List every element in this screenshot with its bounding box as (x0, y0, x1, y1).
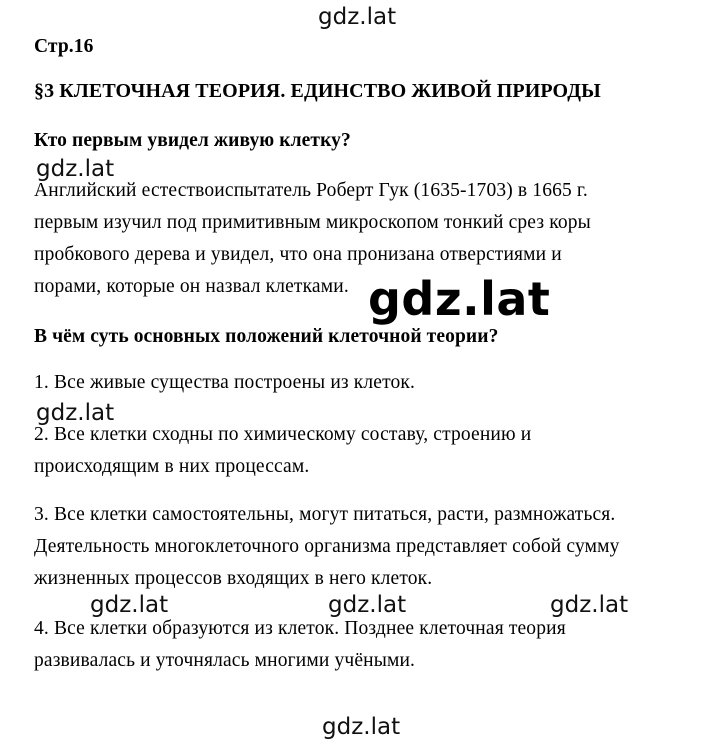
answer-1-line-4: порами, которые он назвал клетками. (34, 276, 349, 297)
point-4-line-1: 4. Все клетки образуются из клеток. Позднее клеточная теория (34, 618, 566, 639)
point-4-line-2: развивалась и уточнялась многими учёными. (34, 650, 416, 671)
question-2: В чём суть основных положений клеточной теории? (34, 326, 499, 347)
section-title: §3 КЛЕТОЧНАЯ ТЕОРИЯ. ЕДИНСТВО ЖИВОЙ ПРИРОДЫ (34, 80, 601, 102)
answer-1-line-2: первым изучил под примитивным микроскопом тонкий срез коры (34, 212, 591, 233)
point-2-line-2: происходящим в них процессам. (34, 456, 310, 477)
answer-1-line-3: пробкового дерева и увидел, что она пронизана отверстиями и (34, 244, 562, 265)
watermark-large: gdz.lat (364, 272, 554, 326)
watermark-bottom: gdz.lat (322, 714, 401, 740)
watermark-row-right: gdz.lat (550, 592, 629, 618)
watermark-p1: gdz.lat (36, 400, 115, 426)
question-1: Кто первым увидел живую клетку? (34, 130, 351, 151)
point-2-line-1: 2. Все клетки сходны по химическому составу, строению и (34, 424, 532, 445)
point-3-line-3: жизненных процессов входящих в него клеток. (34, 568, 433, 589)
watermark-row-center: gdz.lat (328, 592, 407, 618)
watermark-row-left: gdz.lat (90, 592, 169, 618)
point-3-line-2: Деятельность многоклеточного организма представляет собой сумму (34, 536, 620, 557)
answer-1-line-1: Английский естествоиспытатель Роберт Гук (1635-1703) в 1665 г. (34, 180, 588, 201)
page-label: Стр.16 (34, 36, 94, 57)
point-1: 1. Все живые существа построены из клеток. (34, 372, 416, 393)
watermark-q1: gdz.lat (36, 156, 115, 182)
point-3-line-1: 3. Все клетки самостоятельны, могут питаться, расти, размножаться. (34, 504, 616, 525)
watermark-top: gdz.lat (318, 4, 397, 30)
